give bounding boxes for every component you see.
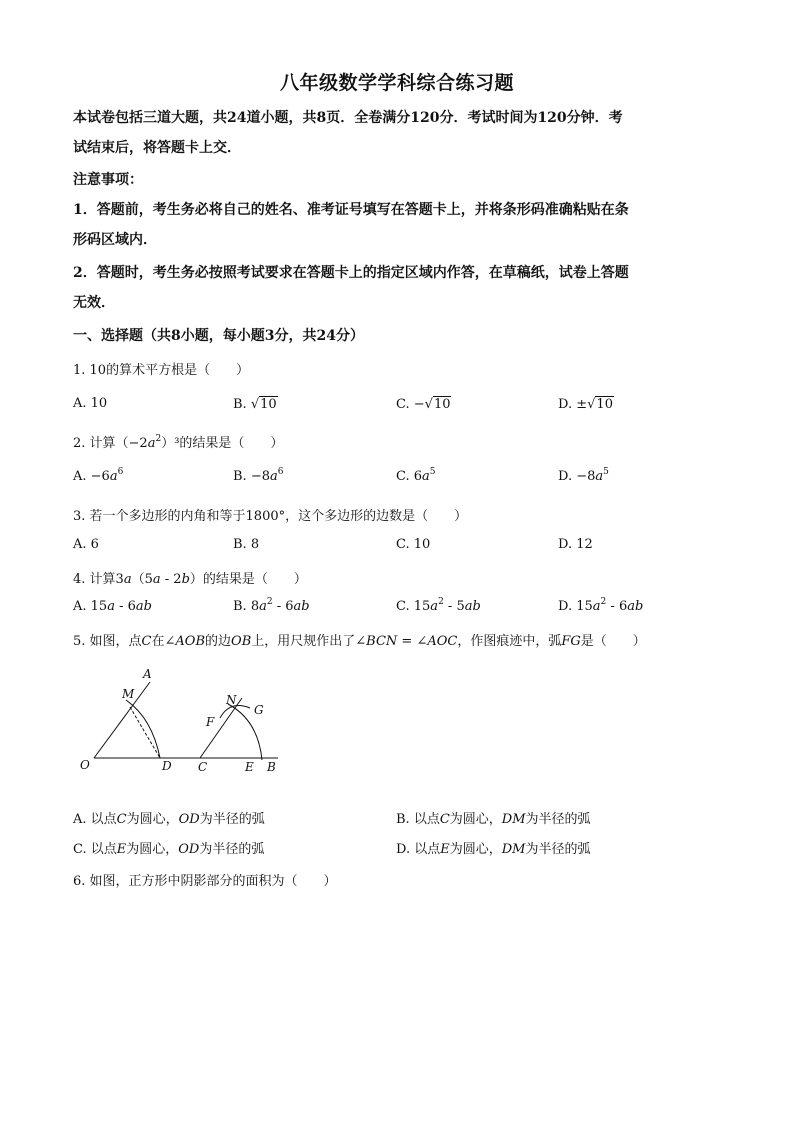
- label-o: O: [80, 758, 90, 772]
- q5-stem-aoc: AOC: [427, 634, 458, 649]
- q4-option-b-var: a: [259, 599, 267, 614]
- q1-option-c: [396, 396, 451, 412]
- question-1-stem: 1. 10的算术平方根是（ ）: [73, 363, 250, 378]
- q5-stem-3: 的边: [205, 634, 232, 649]
- q5-stem-1: 5. 如图，点: [73, 634, 142, 649]
- question-3-stem: 3. 若一个多边形的内角和等于1800°，这个多边形的边数是（ ）: [73, 509, 468, 524]
- q1-option-b-radicand: 10: [260, 397, 277, 412]
- q2-option-a-var: a: [109, 469, 118, 484]
- q4-option-d-rest: - 6: [606, 599, 628, 614]
- q5-stem-bcn: BCN: [366, 634, 398, 649]
- q5-stem-pt-c: C: [141, 634, 152, 649]
- q5-option-a-mid: 为圆心，: [126, 812, 179, 827]
- q2-option-a: [73, 469, 123, 484]
- q1-option-b-label: B.: [233, 397, 247, 412]
- q5-stem-aob: AOB: [175, 634, 206, 649]
- dashed-md: [130, 707, 160, 758]
- q5-option-d-seg: DM: [501, 842, 526, 857]
- q5-option-a-seg: OD: [178, 812, 200, 827]
- q1-option-c-label: C. −: [396, 397, 425, 412]
- section-heading-choice: 一、选择题（共8小题，每小题3分，共24分）: [73, 328, 364, 344]
- q5-option-a-pre: A. 以点: [73, 812, 117, 827]
- q2-option-b-var: a: [269, 469, 278, 484]
- q5-option-c-post: 为半径的弧: [199, 842, 265, 857]
- q5-option-d-pt: E: [440, 842, 450, 857]
- q5-option-b-post: 为半径的弧: [525, 812, 591, 827]
- q3-option-b: B. 8: [233, 537, 260, 552]
- q1-option-c-radicand: 10: [433, 397, 451, 412]
- q4-stem-pre: 4. 计算3: [73, 572, 124, 587]
- page-title: 八年级数学学科综合练习题: [279, 72, 514, 94]
- q2-option-c-label: C. 6: [396, 469, 423, 484]
- q2-stem-exp: 2: [155, 434, 162, 444]
- q5-option-b-pre: B. 以点: [396, 812, 440, 827]
- q5-option-d-pre: D. 以点: [396, 842, 441, 857]
- label-e: E: [245, 760, 254, 774]
- question-2-stem: [73, 432, 283, 451]
- q5-option-d: [396, 838, 591, 857]
- q4-option-c: [396, 599, 481, 614]
- q5-stem-2: 在∠: [151, 634, 176, 649]
- q2-stem-post: ）³的结果是（ ）: [161, 436, 284, 451]
- notice-1-line-2: 形码区域内．: [73, 232, 157, 248]
- q2-option-b-exp: 6: [277, 467, 284, 477]
- q5-option-c-seg: OD: [178, 842, 200, 857]
- q2-option-c: [396, 469, 436, 484]
- q2-option-b-label: B. −8: [233, 469, 270, 484]
- q4-stem-mid1: （5: [131, 572, 153, 587]
- q4-option-c-rest: - 5: [443, 599, 465, 614]
- q4-option-c-exp: 2: [438, 597, 444, 607]
- question-4-stem: [73, 568, 307, 587]
- q1-option-d-label: D. ±: [558, 397, 588, 412]
- q5-option-b-seg: DM: [501, 812, 526, 827]
- q4-option-d-ab: ab: [627, 599, 644, 614]
- intro-paragraph: [73, 103, 721, 163]
- q5-option-c: [73, 838, 264, 857]
- notice-heading: 注意事项：: [73, 172, 143, 188]
- q1-option-a: A. 10: [73, 396, 108, 411]
- q5-stem-fg: FG: [561, 634, 581, 649]
- q4-stem-var-a: a: [123, 572, 132, 587]
- q3-option-d: D. 12: [558, 537, 593, 552]
- notice-2-line-2: 无效．: [73, 295, 115, 311]
- q5-stem-4: 上，用尺规作出了∠: [251, 634, 367, 649]
- q2-option-b: [233, 469, 283, 484]
- question-5-stem: [73, 630, 646, 649]
- q4-option-c-ab: ab: [464, 599, 481, 614]
- q1-option-d: [558, 396, 614, 412]
- label-f: F: [206, 715, 215, 729]
- q4-option-a: [73, 599, 152, 614]
- label-m: M: [122, 687, 135, 701]
- q5-stem-7: 是（ ）: [580, 634, 646, 649]
- notice-1-line-1: 1．答题前，考生务必将自己的姓名、准考证号填写在答题卡上，并将条形码准确粘贴在条: [73, 202, 629, 218]
- q5-option-a-pt: C: [116, 812, 127, 827]
- label-n: N: [226, 693, 237, 707]
- label-a: A: [143, 667, 152, 681]
- label-d: D: [162, 759, 172, 773]
- q2-option-a-exp: 6: [117, 467, 124, 477]
- q1-option-d-radicand: 10: [596, 397, 613, 412]
- q4-option-b-ab: ab: [293, 599, 310, 614]
- q4-stem-var-b: b: [181, 572, 190, 587]
- q2-option-d: [558, 469, 609, 484]
- q4-option-a-ab: ab: [135, 599, 152, 614]
- label-g: G: [254, 703, 264, 717]
- q4-option-a-var: a: [107, 599, 115, 614]
- q5-option-d-post: 为半径的弧: [525, 842, 591, 857]
- label-c: C: [198, 760, 208, 774]
- q5-stem-ob: OB: [231, 634, 252, 649]
- sqrt-symbol: √10: [424, 397, 451, 412]
- q4-option-d: [558, 599, 643, 614]
- q4-option-b-label: B. 8: [233, 599, 260, 614]
- q2-stem-var: a: [147, 436, 156, 451]
- q4-option-a-rest: - 6: [114, 599, 136, 614]
- q5-option-b-pt: C: [439, 812, 450, 827]
- q5-option-b-mid: 为圆心，: [449, 812, 502, 827]
- q2-option-c-exp: 5: [429, 467, 436, 477]
- question-6-stem: 6. 如图，正方形中阴影部分的面积为（ ）: [73, 874, 337, 889]
- q5-option-d-mid: 为圆心，: [449, 842, 502, 857]
- notice-1: [73, 195, 721, 255]
- q4-stem-post: ）的结果是（ ）: [189, 572, 307, 587]
- q5-option-c-mid: 为圆心，: [126, 842, 179, 857]
- q4-option-b-rest: - 6: [272, 599, 294, 614]
- q4-stem-var-a2: a: [152, 572, 161, 587]
- intro-line-1: 本试卷包括三道大题，共24道小题，共8页．全卷满分120分．考试时间为120分钟．考: [73, 110, 623, 126]
- q3-option-c: C. 10: [396, 537, 431, 552]
- q4-option-d-label: D. 15: [558, 599, 593, 614]
- q2-option-c-var: a: [422, 469, 430, 484]
- q5-stem-5: = ∠: [397, 634, 428, 649]
- q4-option-b-exp: 2: [266, 597, 273, 607]
- q5-option-c-pre: C. 以点: [73, 842, 117, 857]
- q5-option-a-post: 为半径的弧: [199, 812, 265, 827]
- q1-option-b: [233, 396, 278, 412]
- q2-option-d-var: a: [595, 469, 604, 484]
- q5-option-b: [396, 808, 591, 827]
- q4-stem-mid2: - 2: [160, 572, 182, 587]
- q5-stem-6: ，作图痕迹中，弧: [457, 634, 562, 649]
- q4-option-b: [233, 599, 310, 614]
- q2-option-d-exp: 5: [603, 467, 609, 477]
- q4-option-c-label: C. 15: [396, 599, 431, 614]
- q4-option-c-var: a: [430, 599, 439, 614]
- q2-option-a-label: A. −6: [73, 469, 110, 484]
- q2-option-d-label: D. −8: [558, 469, 596, 484]
- sqrt-symbol: √10: [250, 397, 277, 412]
- q5-construction-figure: [70, 660, 290, 785]
- notice-2-line-1: 2．答题时，考生务必按照考试要求在答题卡上的指定区域内作答，在草稿纸，试卷上答题: [73, 265, 629, 281]
- q3-option-a: A. 6: [73, 537, 99, 552]
- q4-option-d-exp: 2: [600, 597, 607, 607]
- q4-option-a-label: A. 15: [73, 599, 108, 614]
- intro-line-2: 试结束后，将答题卡上交．: [73, 140, 241, 156]
- q5-option-c-pt: E: [116, 842, 127, 857]
- q4-option-d-var: a: [592, 599, 601, 614]
- label-b: B: [267, 760, 276, 774]
- q2-stem-pre: 2. 计算（−2: [73, 436, 148, 451]
- q5-option-a: [73, 808, 265, 827]
- notice-2: [73, 258, 721, 318]
- sqrt-symbol: √10: [587, 397, 613, 412]
